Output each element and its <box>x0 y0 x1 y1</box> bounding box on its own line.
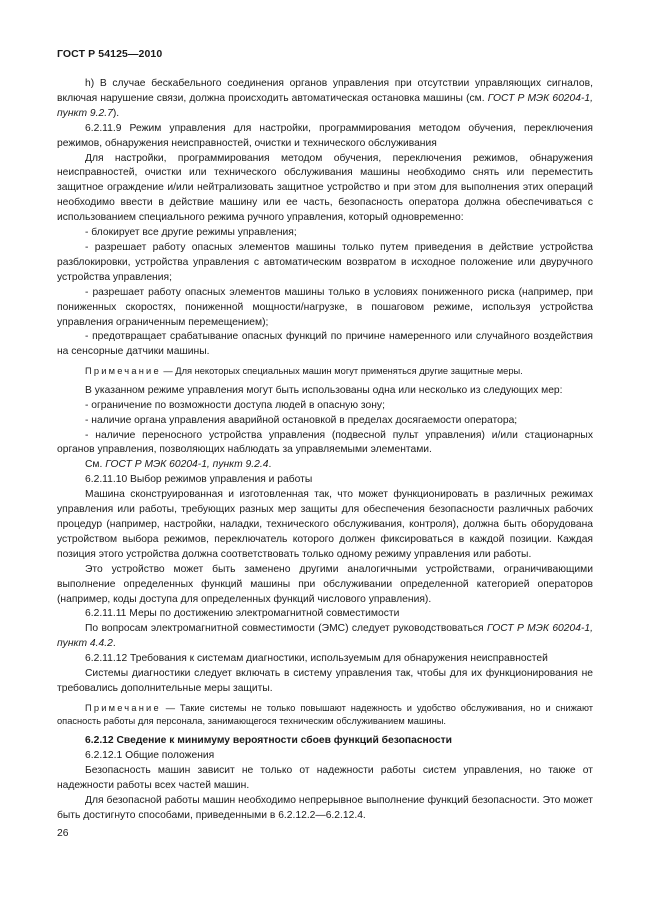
list-item: - ограничение по возможности доступа людей в опасную зону; <box>85 399 385 411</box>
paragraph: Для настройки, программирования методом обучения, переключения режимов, обнаружения неисправностей, очистки или технического обслуживания машины необходимо снять или переместить защитное ограждение и/или нейтрализовать защитное устройство и при этом для выполнения этих операций необходимо ввести в действие машину или ее часть, безопасность оператора должна обеспечиваться с использованием специального режима ручного управления, который одновременно: <box>57 152 593 224</box>
clause-6-2-11-11-heading: 6.2.11.11 Меры по достижению электромагнитной совместимости <box>85 608 400 620</box>
note-1: Примечание — Для некоторых специальных машин могут применяться другие защитные меры. <box>85 366 523 377</box>
clause-6-2-11-12-heading: 6.2.11.12 Требования к системам диагностики, используемым для обнаружения неисправностей <box>85 653 548 665</box>
paragraph: В указанном режиме управления могут быть использованы одна или несколько из следующих мер: <box>85 384 563 396</box>
paragraph-h: h) В случае бескабельного соединения органов управления при отсутствии управляющих сигналов, включая нарушение связи, должна происходить автоматическая остановка машины (см. ГОСТ Р МЭК 60204-1, пункт 9.2.7). <box>57 78 593 119</box>
paragraph: Для безопасной работы машин необходимо непрерывное выполнение функций безопасности. Это может быть достигнуто способами, приведенными в 6.2.12.2—6.2.12.4. <box>57 794 593 821</box>
paragraph: Безопасность машин зависит не только от надежности работы систем управления, но также от надежности работы всех частей машин. <box>57 764 593 791</box>
clause-6-2-12-heading: 6.2.12 Сведение к минимуму вероятности сбоев функций безопасности <box>85 735 453 747</box>
document-body <box>57 77 593 823</box>
paragraph: Это устройство может быть заменено другими аналогичными устройствами, ограничивающими выполнение определенных функций машины при обслуживании определенной категорией операторов (например, коды доступа для определенных функций числового управления). <box>57 563 593 605</box>
clause-6-2-11-9-heading: 6.2.11.9 Режим управления для настройки, программирования методом обучения, переключения режимов, обнаружения неисправностей, очистки и технического обслуживания <box>57 122 593 149</box>
note-label: Примечание <box>85 366 161 377</box>
list-item: - наличие переносного устройства управления (подвесной пульт управления) и/или стационарных органов управления, позволяющих наблюдать за управляемыми элементами. <box>57 429 593 456</box>
list-item: - предотвращает срабатывание опасных функций по причине намеренного или случайного воздействия на сенсорные датчики машины. <box>57 331 593 358</box>
standard-code-header: ГОСТ Р 54125—2010 <box>57 48 163 60</box>
list-item: - блокирует все другие режимы управления; <box>85 227 297 239</box>
paragraph: Системы диагностики следует включать в систему управления так, чтобы для их функционирования не требовались дополнительные меры защиты. <box>57 668 593 694</box>
clause-6-2-11-10-heading: 6.2.11.10 Выбор режимов управления и работы <box>85 474 313 486</box>
note-label: Примечание <box>85 702 161 713</box>
page-number: 26 <box>57 828 69 839</box>
list-item: - разрешает работу опасных элементов машины только в условиях пониженного риска (например, при пониженных скоростях, пониженной мощности/нагрузке, в пошаговом режиме, используя устройства управления ограниченным перемещением); <box>57 286 593 328</box>
standard-reference: ГОСТ Р МЭК 60204-1, пункт 4.4.2 <box>57 623 593 650</box>
standard-reference: ГОСТ Р МЭК 60204-1, пункт 9.2.4 <box>105 459 269 471</box>
reference-line: См. ГОСТ Р МЭК 60204-1, пункт 9.2.4. <box>85 459 272 471</box>
note-2: Примечание — Такие системы не только повышают надежность и удобство обслуживания, но и снижают опасность работы для персонала, занимающегося техническим обслуживанием машины. <box>57 702 593 727</box>
clause-6-2-12-1-heading: 6.2.12.1 Общие положения <box>85 749 215 761</box>
paragraph: По вопросам электромагнитной совместимости (ЭМС) следует руководствоваться ГОСТ Р МЭК 60204-1, пункт 4.4.2. <box>57 623 593 650</box>
standard-reference: ГОСТ Р МЭК 60204-1, пункт 9.2.7 <box>57 92 593 119</box>
paragraph: Машина сконструированная и изготовленная так, что может функционировать в различных режимах управления или работы, требующих разных мер защиты для обеспечения безопасности различных рабочих процедур (например, настройки, наладки, технического обслуживания, контроля), должна быть оборудована устройством выбора режимов, переключатель которого должен фиксироваться в каждой позиции. Каждая позиция этого устройства должна соответствовать только одному режиму управления или работы. <box>57 489 593 560</box>
list-item: - наличие органа управления аварийной остановкой в пределах досягаемости оператора; <box>85 414 518 426</box>
list-item: - разрешает работу опасных элементов машины только путем приведения в действие устройства разблокировки, устройства управления с автоматическим возвратом в исходное положение или двуручного устройства управления; <box>57 241 593 283</box>
